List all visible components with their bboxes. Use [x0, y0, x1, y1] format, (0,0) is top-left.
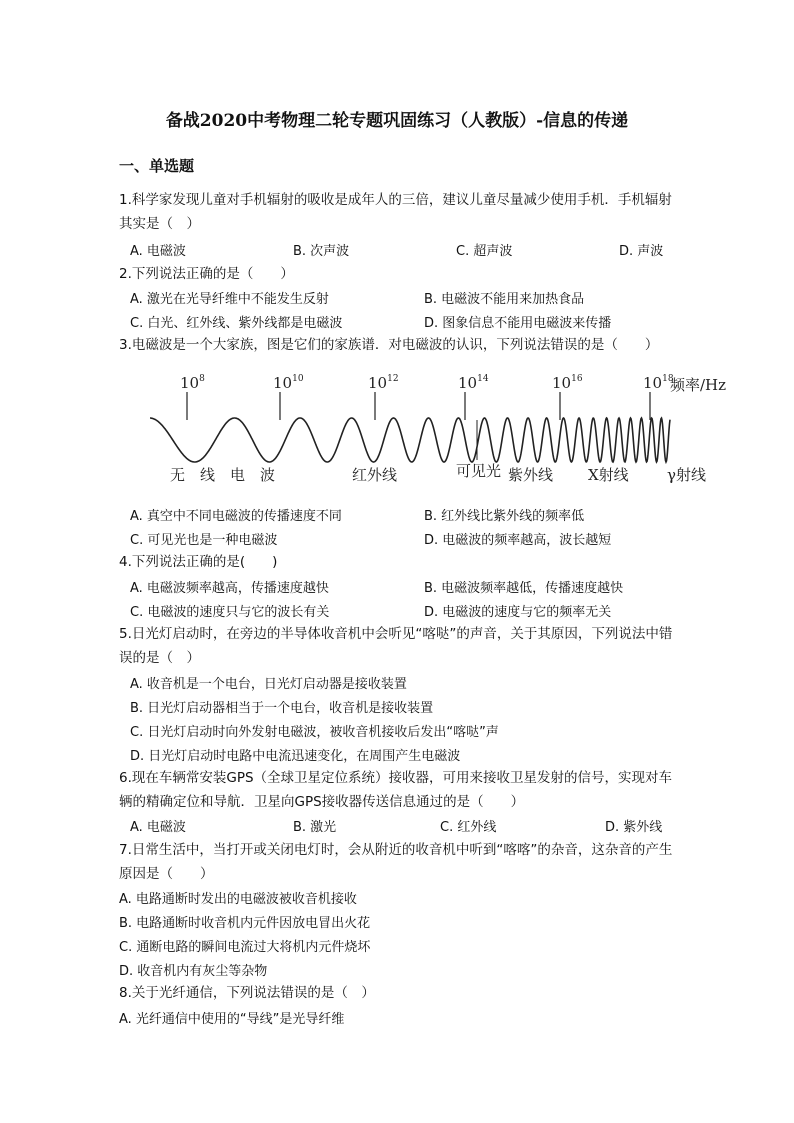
q3-option-d[interactable]: D. 电磁波的频率越高，波长越短 — [424, 533, 612, 548]
q3-option-a[interactable]: A. 真空中不同电磁波的传播速度不同 — [130, 509, 342, 524]
q1-option-d[interactable]: D. 声波 — [619, 244, 664, 259]
freq-label-14: $10^{14}$ — [458, 374, 489, 392]
q5-option-b[interactable]: B. 日光灯启动器相当于一个电台，收音机是接收装置 — [130, 701, 434, 716]
question-5-stem: 5.日光灯启动时，在旁边的半导体收音机中会听见“喀哒”的声音，关于其原因，下列说法中错误的是（ ） — [119, 626, 673, 666]
question-6-options — [130, 816, 690, 838]
band-infrared: 红外线 — [352, 466, 398, 484]
question-4-options-row2 — [130, 601, 690, 623]
question-2-options-row2 — [130, 312, 690, 334]
q8-option-a[interactable]: A. 光纤通信中使用的“导线”是光导纤维 — [119, 1012, 345, 1027]
question-7-stem: 7.日常生活中，当打开或关闭电灯时，会从附近的收音机中听到“喀喀”的杂音，这杂音的产生原因是（ ） — [119, 842, 673, 882]
band-labels — [170, 462, 706, 484]
q4-option-b[interactable]: B. 电磁波频率越低，传播速度越快 — [424, 581, 624, 596]
question-2-stem: 2.下列说法正确的是（ ） — [119, 266, 294, 282]
band-visible: 可见光 — [456, 462, 502, 480]
q5-option-c[interactable]: C. 日光灯启动时向外发射电磁波，被收音机接收后发出“喀哒”声 — [130, 725, 499, 740]
q2-option-a[interactable]: A. 激光在光导纤维中不能发生反射 — [130, 292, 329, 307]
freq-label-8: $10^8$ — [180, 374, 205, 392]
tick-marks — [187, 392, 650, 420]
q7-option-d[interactable]: D. 收音机内有灰尘等杂物 — [119, 964, 268, 979]
question-1-stem: 1.科学家发现儿童对手机辐射的吸收是成年人的三倍，建议儿童尽量减少使用手机．手机辐射其实是（ ） — [119, 192, 672, 232]
q6-option-a[interactable]: A. 电磁波 — [130, 820, 186, 835]
q7-option-c[interactable]: C. 通断电路的瞬间电流过大将机内元件烧坏 — [119, 940, 371, 955]
question-3-options-row1 — [130, 505, 690, 527]
q3-option-b[interactable]: B. 红外线比紫外线的频率低 — [424, 509, 585, 524]
freq-label-12: $10^{12}$ — [368, 374, 399, 392]
question-8-stem: 8.关于光纤通信，下列说法错误的是（ ） — [119, 985, 375, 1001]
band-ultraviolet: 紫外线 — [508, 466, 554, 484]
q7-option-b[interactable]: B. 电路通断时收音机内元件因放电冒出火花 — [119, 916, 371, 931]
freq-label-16: $10^{16}$ — [552, 374, 583, 392]
q6-option-d[interactable]: D. 紫外线 — [605, 820, 663, 835]
q1-option-c[interactable]: C. 超声波 — [456, 244, 513, 259]
q5-option-d[interactable]: D. 日光灯启动时电路中电流迅速变化，在周围产生电磁波 — [130, 749, 461, 764]
band-gamma: γ射线 — [667, 466, 706, 484]
q1-option-a[interactable]: A. 电磁波 — [130, 244, 186, 259]
question-2-options-row1 — [130, 288, 690, 310]
wave-curve — [150, 418, 670, 462]
question-4-stem: 4.下列说法正确的是( ) — [119, 554, 278, 570]
band-xray: X射线 — [588, 466, 629, 484]
freq-label-18: $10^{18}$ — [643, 374, 674, 392]
question-3-stem: 3.电磁波是一个大家族，图是它们的家族谱．对电磁波的认识，下列说法错误的是（ ） — [119, 337, 659, 353]
question-1-options — [130, 240, 690, 262]
q7-option-a[interactable]: A. 电路通断时发出的电磁波被收音机接收 — [119, 892, 357, 907]
section-heading: 一、单选题 — [119, 157, 195, 175]
q4-option-d[interactable]: D. 电磁波的速度与它的频率无关 — [424, 605, 612, 620]
em-spectrum-figure — [140, 368, 740, 496]
freq-label-10: $10^{10}$ — [273, 374, 304, 392]
q3-option-c[interactable]: C. 可见光也是一种电磁波 — [130, 533, 278, 548]
q2-option-c[interactable]: C. 白光、红外线、紫外线都是电磁波 — [130, 316, 343, 331]
frequency-unit: 频率/Hz — [670, 376, 727, 394]
q4-option-a[interactable]: A. 电磁波频率越高，传播速度越快 — [130, 581, 329, 596]
q6-option-b[interactable]: B. 激光 — [293, 820, 337, 835]
question-6-stem: 6.现在车辆常安装GPS（全球卫星定位系统）接收器，可用来接收卫星发射的信号，实现对车辆的精确定位和导航．卫星向GPS接收器传送信息通过的是（ ） — [119, 770, 673, 810]
q6-option-c[interactable]: C. 红外线 — [440, 820, 497, 835]
question-3-options-row2 — [130, 529, 690, 551]
frequency-labels — [180, 374, 726, 394]
q2-option-b[interactable]: B. 电磁波不能用来加热食品 — [424, 292, 585, 307]
q4-option-c[interactable]: C. 电磁波的速度只与它的波长有关 — [130, 605, 330, 620]
band-radio: 无 线 电 波 — [170, 466, 276, 484]
page-title: 备战2020中考物理二轮专题巩固练习（人教版）-信息的传递 — [165, 111, 629, 131]
q5-option-a[interactable]: A. 收音机是一个电台，日光灯启动器是接收装置 — [130, 677, 407, 692]
question-4-options-row1 — [130, 577, 690, 599]
q2-option-d[interactable]: D. 图象信息不能用电磁波来传播 — [424, 316, 612, 331]
q1-option-b[interactable]: B. 次声波 — [293, 244, 350, 259]
